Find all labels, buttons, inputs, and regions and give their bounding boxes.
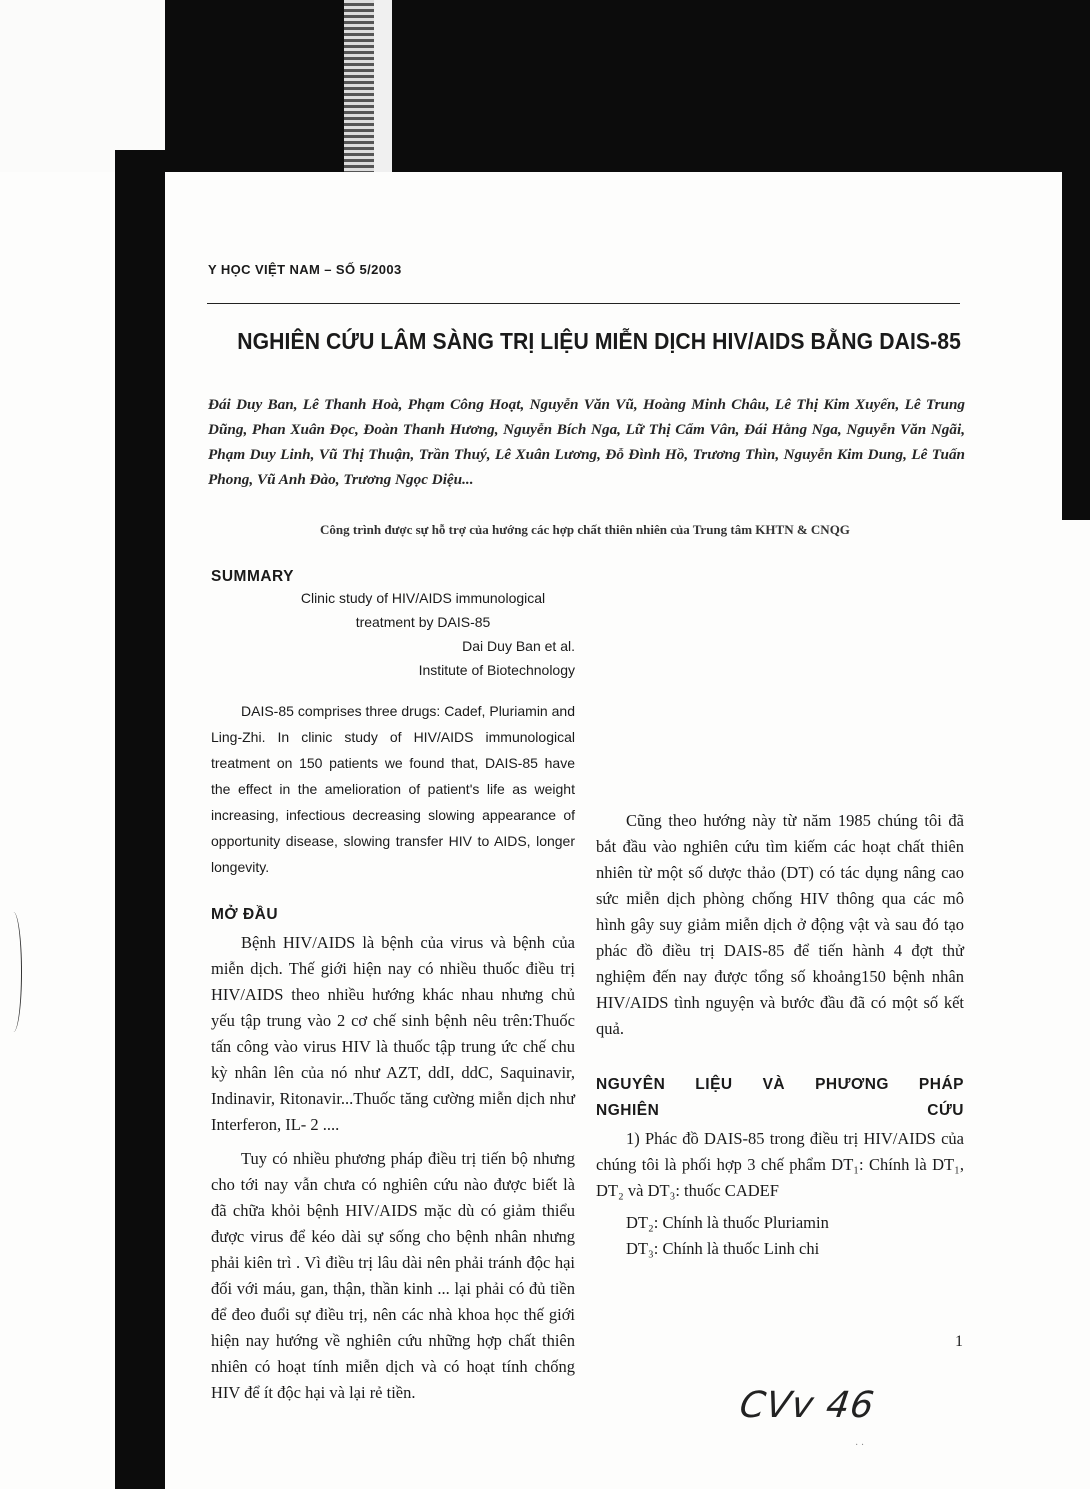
intro-paragraph-1: Bệnh HIV/AIDS là bệnh của virus và bệnh của miễn dịch. Thế giới hiện nay có nhiều thuốc điều trị HIV/AIDS theo nhiều hướng khác nhau nhưng chủ yếu tập trung vào 2 cơ chế sinh bệnh nêu trên:Thuốc tấn công vào virus HIV là thuốc tập trung ức chế chu kỳ nhân lên của nó như AZT, ddI, ddC, Saquinavir, Indinavir, Ritonavir...Thuốc tăng cường miễn dịch như Interferon, IL- 2 .... (211, 933, 575, 1134)
methods-paragraph-2: DT₂: Chính là thuốc Pluriamin (626, 1213, 829, 1232)
scan-dark-border-left (115, 150, 165, 1489)
author-list: Đái Duy Ban, Lê Thanh Hoà, Phạm Công Hoạt, Nguyễn Văn Vũ, Hoàng Minh Châu, Lê Thị Kim Xuyến, Lê Trung Dũng, Phan Xuân Đọc, Đoàn Thanh Hương, Nguyễn Bích Nga, Lữ Thị Cẩm Vân, Đái Hằng Nga, Nguyễn Văn Ngãi, Phạm Duy Linh, Vũ Thị Thuận, Trần Thuý, Lê Xuân Lương, Đỗ Đình Hồ, Trương Thìn, Nguyễn Kim Dung, Lê Tuấn Phong, Vũ Anh Đào, Trương Ngọc Diệu... (208, 396, 965, 488)
summary-title: Clinic study of HIV/AIDS immunological treatment by DAIS-85 (300, 590, 546, 630)
summary-heading: SUMMARY (211, 568, 295, 585)
summary-author: Dai Duy Ban et al. (462, 638, 575, 654)
header-rule (207, 303, 960, 304)
handwritten-note: CVv 46 (737, 1385, 878, 1426)
intro-paragraph-2: Tuy có nhiều phương pháp điều trị tiến bộ nhưng cho tới nay vẫn chưa có nghiên cứu nào được biết là đã chữa khỏi bệnh HIV/AIDS mặc dù có giảm thiểu được virus để kéo dài sự sống cho bệnh nhân nhưng phải kiên trì . Vì điều trị lâu dài nên phải tránh độc hại đối với máu, gan, thận, thần kinh ... lại phải có đủ tiền để đeo đuổi sự điều trị, nên các nhà khoa học thế giới hiện nay hướng về nghiên cứu những hợp chất thiên nhiên có hoạt tính miễn dịch và có hoạt tính chống HIV để ít độc hại và lại rẻ tiền. (211, 1149, 575, 1402)
intro-paragraph-3: Cũng theo hướng này từ năm 1985 chúng tôi đã bắt đầu vào nghiên cứu tìm kiếm các hoạt chất thiên nhiên từ một số dược thảo (DT) có tác dụng nâng cao sức miễn dịch phòng chống HIV thông qua các mô hình gây suy giảm miễn dịch ở động vật và sau đó tạo phác đồ điều trị DAIS-85 để tiến hành 4 đợt thử nghiệm đến nay được tổng số khoảng150 bệnh nhân HIV/AIDS tình nguyện và bước đầu đã có một số kết quả. (596, 811, 964, 1038)
right-column (596, 568, 964, 1262)
scan-margin-top-left (0, 0, 165, 172)
scan-dark-border-right (1062, 160, 1090, 520)
page-number: 1 (955, 1333, 963, 1350)
binding-strip (344, 0, 374, 172)
article-title: NGHIÊN CỨU LÂM SÀNG TRỊ LIỆU MIỄN DỊCH HIV/AIDS BẰNG DAIS-85 (237, 328, 961, 354)
intro-heading: MỞ ĐẦU (211, 906, 279, 923)
left-column (211, 568, 575, 1406)
methods-paragraph-3: DT₃: Chính là thuốc Linh chi (626, 1239, 820, 1258)
summary-institute: Institute of Biotechnology (418, 662, 575, 678)
binding-strip-light (374, 0, 392, 172)
scan-speckle: · · (855, 1440, 865, 1451)
methods-heading: NGUYÊN LIỆU VÀ PHƯƠNG PHÁP NGHIÊN CỨU (596, 1076, 964, 1119)
journal-header: Y HỌC VIỆT NAM – SỐ 5/2003 (208, 262, 402, 277)
methods-paragraph-1: 1) Phác đồ DAIS-85 trong điều trị HIV/AIDS của chúng tôi là phối hợp 3 chế phẩm DT₁: Chính là DT₁, DT₂ và DT₃: thuốc CADEF (596, 1129, 964, 1200)
margin-bracket-mark (5, 912, 22, 1032)
summary-body: DAIS-85 comprises three drugs: Cadef, Pluriamin and Ling-Zhi. In clinic study of HIV/AIDS immunological treatment on 150 patients we found that, DAIS-85 have the effect in the amelioration of patient's life as weight increasing, infectious decreasing slowing appearance of opportunity disease, slowing transfer HIV to AIDS, longer longevity. (211, 703, 575, 875)
support-note: Công trình được sự hỗ trợ của hướng các hợp chất thiên nhiên của Trung tâm KHTN & CNQG (320, 522, 850, 537)
